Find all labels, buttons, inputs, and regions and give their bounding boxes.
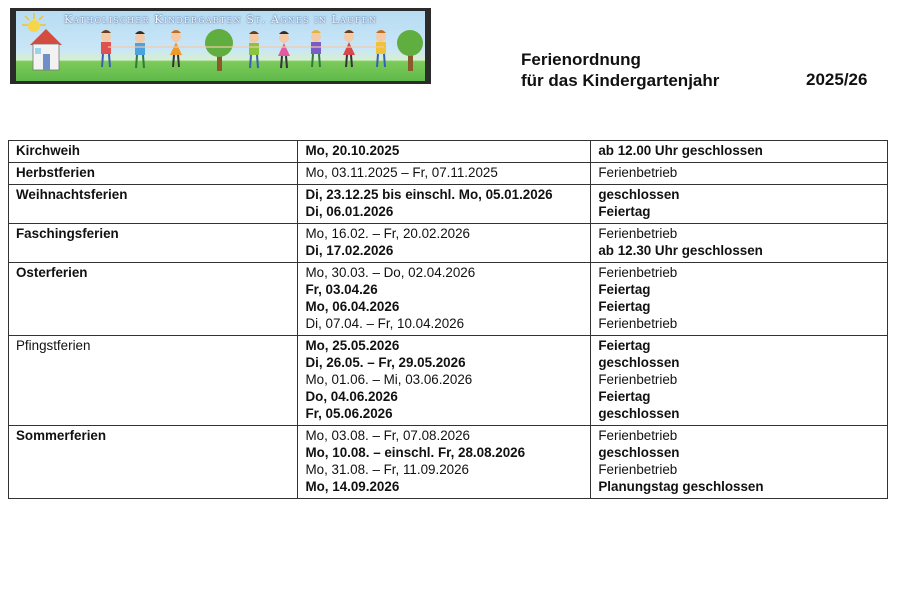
- period-name: Herbstferien: [16, 165, 95, 180]
- date-range: Mo, 03.11.2025 – Fr, 07.11.2025: [305, 165, 498, 180]
- dates-cell: [298, 141, 591, 163]
- date-range: Mo, 01.06. – Mi, 03.06.2026: [305, 372, 473, 387]
- date-range: Mo, 14.09.2026: [305, 479, 400, 494]
- period-name-cell: [9, 224, 298, 263]
- status-text: Ferienbetrieb: [598, 226, 678, 241]
- date-range: Di, 07.04. – Fr, 10.04.2026: [305, 316, 465, 331]
- date-range: Di, 17.02.2026: [305, 243, 394, 258]
- status-text: Feiertag: [598, 282, 651, 297]
- period-name: Kirchweih: [16, 143, 80, 158]
- status-text: Planungstag geschlossen: [598, 479, 764, 494]
- status-cell: [591, 141, 888, 163]
- status-text: Ferienbetrieb: [598, 316, 678, 331]
- date-range: Mo, 16.02. – Fr, 20.02.2026: [305, 226, 470, 241]
- period-name-cell: [9, 336, 298, 426]
- status-text: ab 12.00 Uhr geschlossen: [598, 143, 763, 158]
- banner-title: Katholischer Kindergarten St. Agnes in Laufen: [63, 13, 378, 26]
- date-range: Mo, 03.08. – Fr, 07.08.2026: [305, 428, 470, 443]
- period-name-cell: [9, 141, 298, 163]
- status-text: ab 12.30 Uhr geschlossen: [598, 243, 763, 258]
- date-range: Mo, 30.03. – Do, 02.04.2026: [305, 265, 476, 280]
- period-name-cell: [9, 185, 298, 224]
- status-text: geschlossen: [598, 355, 680, 370]
- period-name: Faschingsferien: [16, 226, 119, 241]
- status-cell: [591, 185, 888, 224]
- period-name: Sommerferien: [16, 428, 107, 443]
- status-text: Feiertag: [598, 204, 651, 219]
- date-range: Di, 26.05. – Fr, 29.05.2026: [305, 355, 466, 370]
- status-text: Feiertag: [598, 299, 651, 314]
- date-range: Fr, 03.04.26: [305, 282, 378, 297]
- status-cell: [591, 263, 888, 336]
- status-text: geschlossen: [598, 406, 680, 421]
- status-text: geschlossen: [598, 187, 680, 202]
- status-text: geschlossen: [598, 445, 680, 460]
- status-text: Feiertag: [598, 389, 651, 404]
- holiday-schedule-table: [8, 140, 888, 499]
- date-range: Mo, 31.08. – Fr, 11.09.2026: [305, 462, 469, 477]
- date-range: Di, 23.12.25 bis einschl. Mo, 05.01.2026: [305, 187, 553, 202]
- date-range: Mo, 06.04.2026: [305, 299, 400, 314]
- status-text: Ferienbetrieb: [598, 372, 678, 387]
- banner-illustration: [16, 11, 425, 81]
- status-cell: [591, 163, 888, 185]
- table-row: [9, 336, 888, 426]
- period-name: Osterferien: [16, 265, 88, 280]
- table-row: [9, 163, 888, 185]
- status-cell: [591, 224, 888, 263]
- status-text: Ferienbetrieb: [598, 265, 678, 280]
- table-row: [9, 263, 888, 336]
- dates-cell: [298, 185, 591, 224]
- kindergarten-banner: [10, 8, 431, 84]
- date-range: Fr, 05.06.2026: [305, 406, 393, 421]
- status-text: Ferienbetrieb: [598, 462, 678, 477]
- dates-cell: [298, 263, 591, 336]
- status-text: Ferienbetrieb: [598, 165, 678, 180]
- status-cell: [591, 426, 888, 499]
- date-range: Do, 04.06.2026: [305, 389, 398, 404]
- period-name-cell: [9, 263, 298, 336]
- heading-line-2: für das Kindergartenjahr: [521, 71, 720, 90]
- period-name-cell: [9, 426, 298, 499]
- date-range: Mo, 10.08. – einschl. Fr, 28.08.2026: [305, 445, 526, 460]
- date-range: Mo, 20.10.2025: [305, 143, 400, 158]
- status-text: Ferienbetrieb: [598, 428, 678, 443]
- dates-cell: [298, 224, 591, 263]
- dates-cell: [298, 426, 591, 499]
- table-row: [9, 426, 888, 499]
- table-row: [9, 224, 888, 263]
- period-name-cell: [9, 163, 298, 185]
- status-cell: [591, 336, 888, 426]
- page-heading: [521, 49, 719, 91]
- period-name: Weihnachtsferien: [16, 187, 128, 202]
- dates-cell: [298, 163, 591, 185]
- school-year: 2025/26: [806, 70, 868, 89]
- status-text: Feiertag: [598, 338, 651, 353]
- table-row: [9, 185, 888, 224]
- date-range: Mo, 25.05.2026: [305, 338, 400, 353]
- heading-line-1: Ferienordnung: [521, 50, 641, 69]
- table-row: [9, 141, 888, 163]
- period-name: Pfingstferien: [16, 338, 91, 353]
- date-range: Di, 06.01.2026: [305, 204, 394, 219]
- dates-cell: [298, 336, 591, 426]
